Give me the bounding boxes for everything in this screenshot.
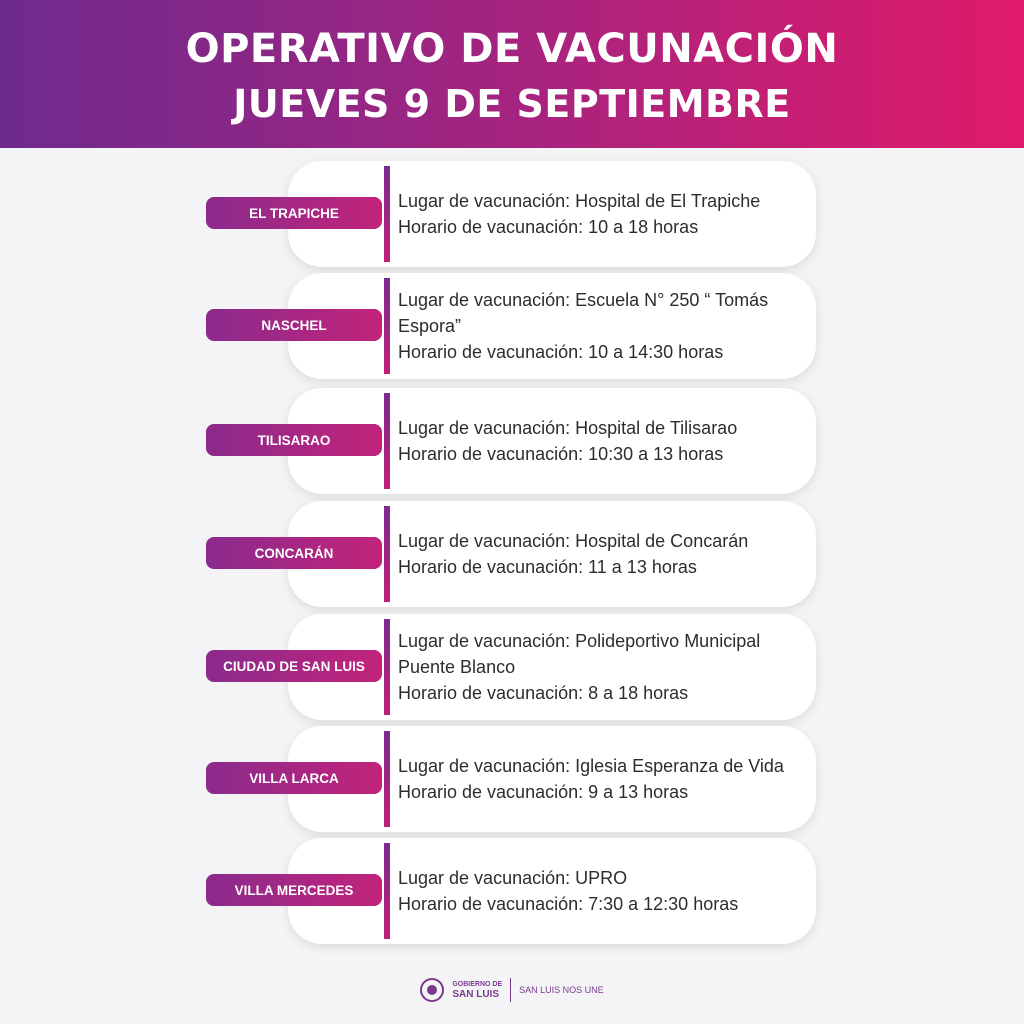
divider-bar [384,393,390,489]
location-row [0,501,1024,607]
location-row [0,726,1024,832]
footer-logo [0,972,1024,1008]
venue-line: Lugar de vacunación: Escuela N° 250 “ Tomás Espora” [398,290,769,336]
location-row [0,838,1024,944]
location-info [398,273,803,379]
schedule-line: Horario de vacunación: 9 a 13 horas [398,782,689,802]
schedule-line: Horario de vacunación: 8 a 18 horas [398,683,689,703]
venue-line: Lugar de vacunación: Hospital de Tilisarao [398,418,738,438]
divider-bar [384,166,390,262]
footer-divider [510,978,511,1002]
divider-bar [384,506,390,602]
divider-bar [384,843,390,939]
schedule-line: Horario de vacunación: 11 a 13 horas [398,557,697,577]
venue-line: Lugar de vacunación: UPRO [398,868,628,888]
government-seal-icon [420,978,444,1002]
location-name-pill: CIUDAD DE SAN LUIS [206,650,382,682]
venue-line: Lugar de vacunación: Hospital de Concarán [398,531,749,551]
venue-line: Lugar de vacunación: Iglesia Esperanza de Vida [398,756,784,776]
location-row [0,161,1024,267]
location-name-pill: NASCHEL [206,309,382,341]
divider-bar [384,278,390,374]
schedule-line: Horario de vacunación: 7:30 a 12:30 horas [398,894,739,914]
location-name-pill: EL TRAPICHE [206,197,382,229]
location-row [0,614,1024,720]
venue-line: Lugar de vacunación: Polideportivo Municipal Puente Blanco [398,631,761,677]
location-name-pill: VILLA LARCA [206,762,382,794]
location-info [398,614,803,720]
divider-bar [384,619,390,715]
slogan: SAN LUIS NOS UNE [519,985,604,995]
schedule-line: Horario de vacunación: 10 a 18 horas [398,217,699,237]
location-info [398,388,803,494]
venue-line: Lugar de vacunación: Hospital de El Trapiche [398,191,761,211]
gov-label-small: GOBIERNO DE [452,981,503,988]
location-row [0,273,1024,379]
location-name-pill: VILLA MERCEDES [206,874,382,906]
page-title: OPERATIVO DE VACUNACIÓN [185,26,839,72]
divider-bar [384,731,390,827]
location-info [398,161,803,267]
page-subtitle-date: JUEVES 9 DE SEPTIEMBRE [233,82,791,126]
location-info [398,726,803,832]
location-name-pill: CONCARÁN [206,537,382,569]
gov-label-big: SAN LUIS [452,989,499,1000]
location-name-pill: TILISARAO [206,424,382,456]
location-info [398,838,803,944]
schedule-line: Horario de vacunación: 10 a 14:30 horas [398,342,724,362]
schedule-line: Horario de vacunación: 10:30 a 13 horas [398,444,724,464]
government-wordmark [452,980,502,1000]
location-row [0,388,1024,494]
location-info [398,501,803,607]
